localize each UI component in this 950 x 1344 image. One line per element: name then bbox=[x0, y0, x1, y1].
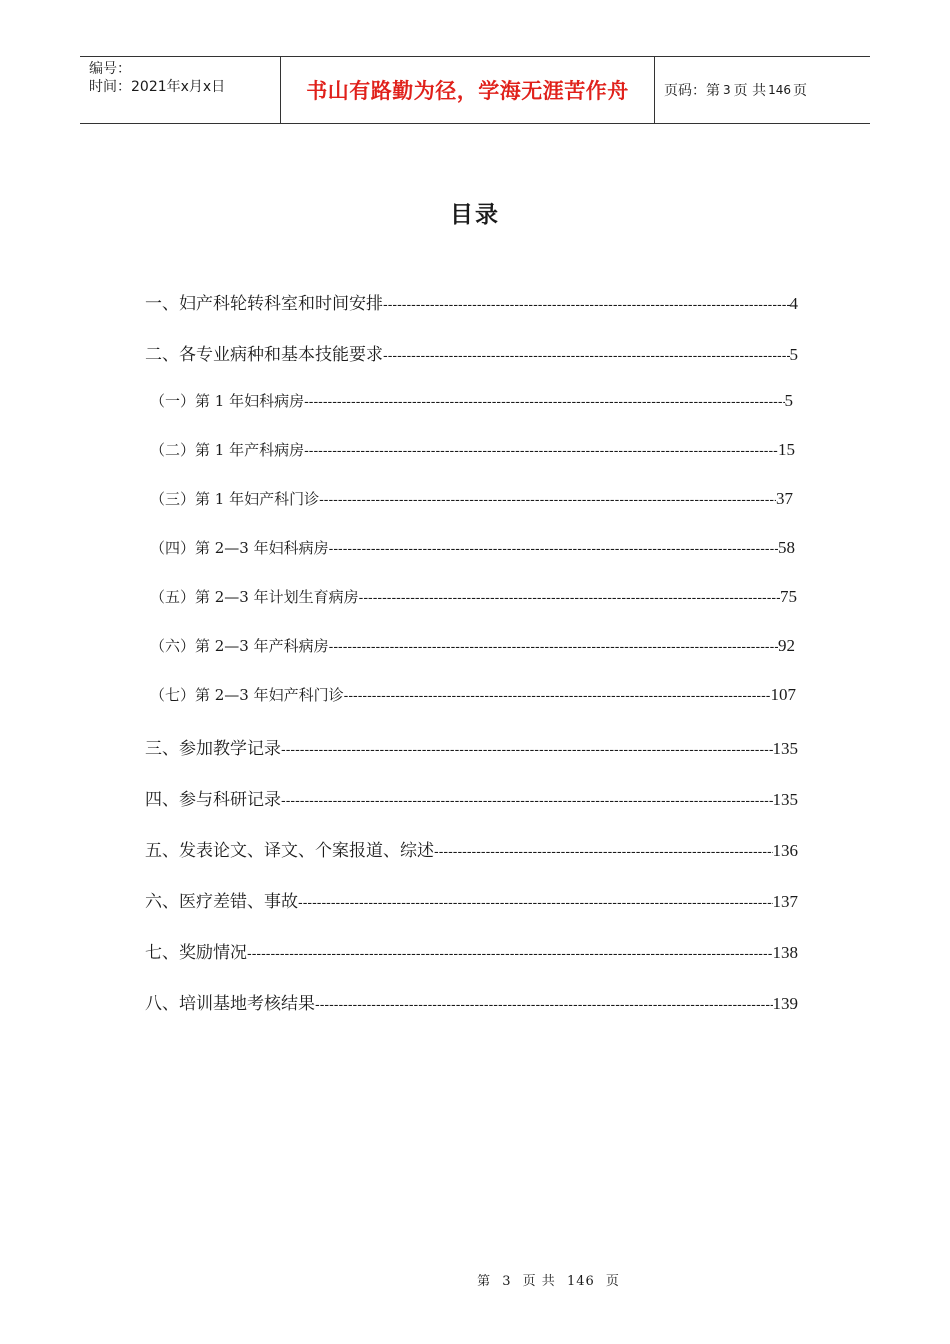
toc-entry-page: 135 bbox=[772, 739, 798, 758]
header-page-suffix: 页 bbox=[793, 83, 807, 99]
toc-leader bbox=[298, 896, 773, 911]
toc-entry[interactable] bbox=[145, 734, 798, 759]
doc-number-label: 编号： bbox=[89, 61, 131, 77]
footer-page-number: 3 bbox=[502, 1274, 512, 1289]
toc-leader bbox=[383, 298, 790, 313]
toc-entry[interactable] bbox=[145, 887, 798, 912]
toc-entry-label: （二）第 1 年产科病房 bbox=[150, 441, 305, 459]
toc-leader bbox=[329, 640, 778, 655]
toc-entry-label: 四、参与科研记录 bbox=[145, 790, 281, 810]
toc-subentry[interactable] bbox=[150, 684, 796, 705]
toc-entry-page: 37 bbox=[776, 489, 793, 508]
toc-title: 目录 bbox=[450, 202, 500, 228]
header-page-prefix: 页码：第 bbox=[664, 83, 720, 99]
page-footer bbox=[0, 1270, 950, 1289]
footer-suffix: 页 bbox=[605, 1274, 620, 1289]
doc-time-label: 时间：2021年x月x日 bbox=[89, 79, 226, 95]
toc-leader bbox=[434, 845, 773, 860]
toc-entry-label: 三、参加教学记录 bbox=[145, 739, 281, 759]
toc-entry-label: 五、发表论文、译文、个案报道、综述 bbox=[145, 841, 434, 861]
toc-entry-page: 58 bbox=[778, 538, 795, 557]
toc-entry-label: 七、奖励情况 bbox=[145, 943, 247, 963]
toc-entry-label: （一）第 1 年妇科病房 bbox=[150, 392, 305, 410]
toc-entry-page: 137 bbox=[772, 892, 798, 911]
header-page-total: 146 bbox=[768, 83, 791, 97]
toc-entry[interactable] bbox=[145, 989, 798, 1014]
toc-leader bbox=[281, 794, 773, 809]
toc-entry-label: 一、妇产科轮转科室和时间安排 bbox=[145, 294, 383, 314]
toc-leader bbox=[329, 542, 778, 557]
toc-leader bbox=[359, 591, 780, 606]
toc-subentry[interactable] bbox=[150, 586, 797, 607]
toc-entry[interactable] bbox=[145, 785, 798, 810]
toc-entry-label: （三）第 1 年妇产科门诊 bbox=[150, 490, 320, 508]
toc-entry-label: 六、医疗差错、事故 bbox=[145, 892, 298, 912]
toc-entry-label: （五）第 2—3 年计划生育病房 bbox=[150, 588, 359, 606]
header-page-number: 3 bbox=[723, 83, 731, 97]
toc-leader bbox=[304, 395, 784, 410]
toc-leader bbox=[344, 689, 771, 704]
header-meta-cell bbox=[80, 57, 281, 123]
header-motto: 书山有路勤为径，学海无涯苦作舟 bbox=[281, 57, 655, 123]
toc-entry-page: 135 bbox=[772, 790, 798, 809]
footer-page-total: 146 bbox=[566, 1274, 595, 1289]
toc-entry[interactable] bbox=[145, 836, 798, 861]
toc-leader bbox=[304, 444, 778, 459]
toc-entry-label: 八、培训基地考核结果 bbox=[145, 994, 315, 1014]
toc-entry-label: （四）第 2—3 年妇科病房 bbox=[150, 539, 329, 557]
toc-entry-label: 二、各专业病种和基本技能要求 bbox=[145, 345, 383, 365]
toc-entry-page: 5 bbox=[784, 391, 793, 410]
toc-entry-label: （七）第 2—3 年妇产科门诊 bbox=[150, 686, 344, 704]
toc-entry[interactable] bbox=[145, 938, 798, 963]
toc-leader bbox=[247, 947, 773, 962]
toc-subentry[interactable] bbox=[150, 390, 793, 411]
page-header bbox=[80, 56, 870, 124]
toc-subentry[interactable] bbox=[150, 537, 795, 558]
header-page-info bbox=[655, 57, 870, 123]
toc-entry-page: 107 bbox=[770, 685, 796, 704]
toc-leader bbox=[281, 743, 773, 758]
toc-entry-page: 138 bbox=[772, 943, 798, 962]
footer-prefix: 第 bbox=[477, 1274, 492, 1289]
toc-entry[interactable] bbox=[145, 289, 798, 314]
footer-mid: 页 共 bbox=[522, 1274, 556, 1289]
toc-subentry[interactable] bbox=[150, 439, 795, 460]
toc-entry-page: 15 bbox=[778, 440, 795, 459]
toc-entry-label: （六）第 2—3 年产科病房 bbox=[150, 637, 329, 655]
toc-leader bbox=[319, 493, 776, 508]
toc-subentry[interactable] bbox=[150, 488, 793, 509]
toc-leader bbox=[383, 349, 790, 364]
toc-entry-page: 5 bbox=[789, 345, 798, 364]
toc-entry-page: 92 bbox=[778, 636, 795, 655]
toc-leader bbox=[315, 998, 773, 1013]
header-page-mid: 页 共 bbox=[733, 83, 767, 99]
toc-entry-page: 139 bbox=[772, 994, 798, 1013]
toc-entry[interactable] bbox=[145, 340, 798, 365]
toc-entry-page: 75 bbox=[780, 587, 797, 606]
toc-entry-page: 4 bbox=[789, 294, 798, 313]
toc-entry-page: 136 bbox=[772, 841, 798, 860]
toc-subentry[interactable] bbox=[150, 635, 795, 656]
